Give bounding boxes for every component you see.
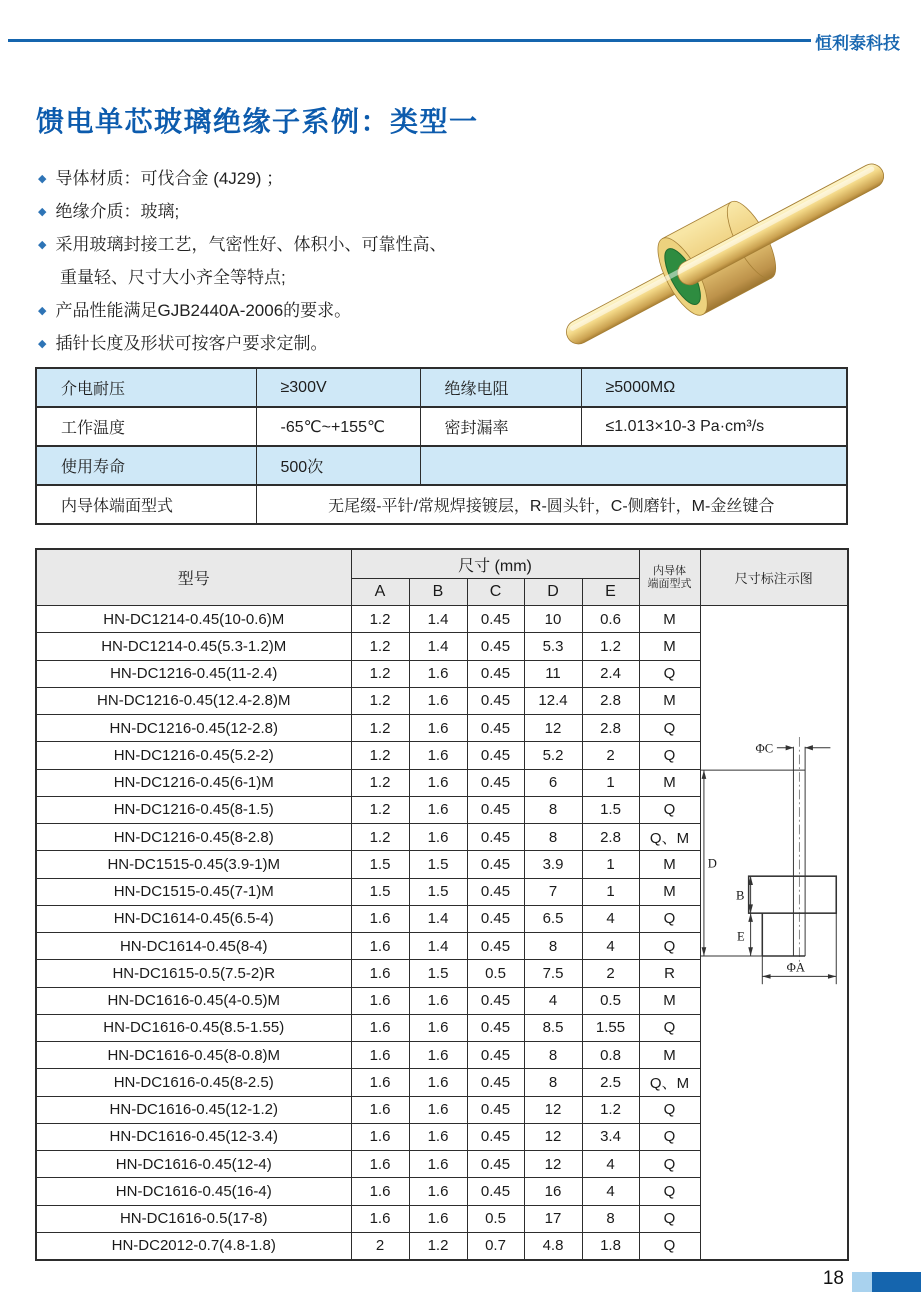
feature-text: 导体材质：可伐合金 (4J29) ； [55, 169, 284, 188]
face-type-cell: M [639, 1042, 700, 1069]
spec-row [36, 368, 847, 407]
dim-value-cell: 1.6 [351, 1178, 409, 1205]
dim-value-cell: 8 [524, 1042, 582, 1069]
face-type-cell: M [639, 878, 700, 905]
dim-value-cell: 0.45 [467, 1014, 524, 1041]
col-header-b: B [409, 579, 467, 606]
spec-value: 500次 [256, 446, 420, 485]
col-header-a: A [351, 579, 409, 606]
dim-value-cell: 17 [524, 1205, 582, 1232]
face-type-cell: Q [639, 905, 700, 932]
dim-value-cell: 1.4 [409, 933, 467, 960]
dim-value-cell: 0.45 [467, 933, 524, 960]
dim-value-cell: 5.2 [524, 742, 582, 769]
spec-table [35, 367, 848, 525]
dim-value-cell: 1.2 [582, 633, 639, 660]
model-name-cell: HN-DC1216-0.45(12.4-2.8)M [36, 687, 351, 714]
dim-value-cell: 2 [351, 1232, 409, 1260]
dim-value-cell: 0.45 [467, 987, 524, 1014]
dim-value-cell: 4 [582, 933, 639, 960]
dim-value-cell: 1.6 [409, 1014, 467, 1041]
dim-value-cell: 8.5 [524, 1014, 582, 1041]
dimension-diagram [701, 606, 845, 1232]
dim-value-cell: 1.6 [351, 1151, 409, 1178]
dim-value-cell: 7.5 [524, 960, 582, 987]
face-type-cell: M [639, 987, 700, 1014]
face-type-cell: R [639, 960, 700, 987]
model-name-cell: HN-DC1214-0.45(10-0.6)M [36, 606, 351, 633]
dim-value-cell: 3.9 [524, 851, 582, 878]
dim-value-cell: 2.8 [582, 687, 639, 714]
dim-value-cell: 1 [582, 878, 639, 905]
face-type-cell: M [639, 606, 700, 633]
dim-value-cell: 4 [582, 905, 639, 932]
model-name-cell: HN-DC1614-0.45(8-4) [36, 933, 351, 960]
dim-value-cell: 1.6 [351, 1014, 409, 1041]
spec-value: -65℃~+155℃ [256, 407, 420, 446]
dim-value-cell: 0.45 [467, 660, 524, 687]
diamond-bullet-icon: ◆ [38, 173, 47, 185]
dim-value-cell: 0.45 [467, 824, 524, 851]
models-header-row [36, 549, 848, 579]
dim-value-cell: 1.4 [409, 905, 467, 932]
dim-value-cell: 2 [582, 742, 639, 769]
dim-value-cell: 1.6 [351, 1096, 409, 1123]
model-name-cell: HN-DC1616-0.45(8.5-1.55) [36, 1014, 351, 1041]
spec-value: 无尾缀-平针/常规焊接镀层，R-圆头针，C-侧磨针，M-金丝键合 [256, 485, 847, 524]
dim-value-cell: 1.6 [409, 742, 467, 769]
model-name-cell: HN-DC1216-0.45(11-2.4) [36, 660, 351, 687]
footer-accent-dark-bar [872, 1272, 921, 1292]
dim-value-cell: 1.6 [409, 1042, 467, 1069]
face-type-cell: Q [639, 1096, 700, 1123]
face-type-cell: Q [639, 796, 700, 823]
model-name-cell: HN-DC1616-0.45(8-0.8)M [36, 1042, 351, 1069]
dim-value-cell: 0.45 [467, 851, 524, 878]
model-name-cell: HN-DC1616-0.45(12-4) [36, 1151, 351, 1178]
spec-empty-cell [420, 446, 847, 485]
dim-value-cell: 0.7 [467, 1232, 524, 1260]
dim-value-cell: 12 [524, 1096, 582, 1123]
dim-value-cell: 0.45 [467, 715, 524, 742]
dimension-diagram-cell [700, 606, 848, 1261]
feature-line [38, 195, 558, 228]
dim-value-cell: 1.6 [409, 660, 467, 687]
dim-value-cell: 0.45 [467, 742, 524, 769]
dim-value-cell: 6.5 [524, 905, 582, 932]
face-type-cell: Q [639, 742, 700, 769]
dim-value-cell: 1 [582, 769, 639, 796]
face-type-cell: Q [639, 1178, 700, 1205]
dim-value-cell: 7 [524, 878, 582, 905]
dim-value-cell: 1.55 [582, 1014, 639, 1041]
dim-value-cell: 1.6 [409, 1205, 467, 1232]
spec-label: 介电耐压 [36, 368, 256, 407]
dim-label-d: D [707, 856, 717, 871]
model-name-cell: HN-DC1515-0.45(7-1)M [36, 878, 351, 905]
spec-label: 绝缘电阻 [420, 368, 581, 407]
dim-value-cell: 1.6 [409, 824, 467, 851]
model-name-cell: HN-DC1216-0.45(8-2.8) [36, 824, 351, 851]
spec-label: 使用寿命 [36, 446, 256, 485]
dim-label-e: E [736, 929, 745, 944]
dim-value-cell: 8 [582, 1205, 639, 1232]
model-name-cell: HN-DC1216-0.45(5.2-2) [36, 742, 351, 769]
col-header-diagram: 尺寸标注示图 [700, 549, 848, 606]
model-name-cell: HN-DC1216-0.45(12-2.8) [36, 715, 351, 742]
page-number: 18 [822, 1268, 844, 1289]
dim-value-cell: 1.2 [351, 687, 409, 714]
dim-value-cell: 10 [524, 606, 582, 633]
dim-value-cell: 1.8 [582, 1232, 639, 1260]
product-photo [540, 146, 910, 361]
spec-value: ≥300V [256, 368, 420, 407]
models-table [35, 548, 849, 1261]
dim-value-cell: 1.6 [351, 1123, 409, 1150]
dim-value-cell: 11 [524, 660, 582, 687]
dim-value-cell: 0.45 [467, 606, 524, 633]
diamond-bullet-icon: ◆ [38, 206, 47, 218]
diamond-bullet-icon: ◆ [38, 305, 47, 317]
model-row [36, 606, 848, 633]
dim-value-cell: 2.5 [582, 1069, 639, 1096]
col-header-d: D [524, 579, 582, 606]
spec-value: ≥5000MΩ [581, 368, 847, 407]
spec-label: 密封漏率 [420, 407, 581, 446]
face-type-cell: M [639, 687, 700, 714]
col-header-face-line2: 端面型式 [647, 577, 692, 590]
spec-label: 工作温度 [36, 407, 256, 446]
face-type-cell: Q [639, 1151, 700, 1178]
dim-value-cell: 4 [524, 987, 582, 1014]
dim-value-cell: 1.2 [409, 1232, 467, 1260]
dim-value-cell: 0.5 [467, 960, 524, 987]
dim-value-cell: 12 [524, 1151, 582, 1178]
dim-value-cell: 8 [524, 1069, 582, 1096]
feature-text: 绝缘介质：玻璃; [55, 202, 180, 221]
dim-value-cell: 1.6 [409, 1069, 467, 1096]
dim-value-cell: 0.5 [582, 987, 639, 1014]
spec-row [36, 407, 847, 446]
dim-value-cell: 1.6 [409, 796, 467, 823]
dim-value-cell: 1.2 [582, 1096, 639, 1123]
feature-line [38, 261, 558, 294]
dim-value-cell: 0.45 [467, 1151, 524, 1178]
dim-value-cell: 2.8 [582, 824, 639, 851]
feature-list [38, 162, 558, 360]
col-header-c: C [467, 579, 524, 606]
dim-value-cell: 0.45 [467, 905, 524, 932]
spec-row [36, 446, 847, 485]
dim-value-cell: 12.4 [524, 687, 582, 714]
dim-value-cell: 0.6 [582, 606, 639, 633]
face-type-cell: Q [639, 1205, 700, 1232]
dim-value-cell: 0.45 [467, 633, 524, 660]
dim-value-cell: 1.2 [351, 796, 409, 823]
dim-value-cell: 1.6 [351, 960, 409, 987]
model-name-cell: HN-DC1214-0.45(5.3-1.2)M [36, 633, 351, 660]
feature-text: 插针长度及形状可按客户要求定制。 [55, 334, 328, 353]
model-name-cell: HN-DC1616-0.45(4-0.5)M [36, 987, 351, 1014]
face-type-cell: Q [639, 660, 700, 687]
model-name-cell: HN-DC1616-0.45(8-2.5) [36, 1069, 351, 1096]
dim-value-cell: 6 [524, 769, 582, 796]
model-name-cell: HN-DC1614-0.45(6.5-4) [36, 905, 351, 932]
footer-accent-light-square [852, 1272, 872, 1292]
dim-value-cell: 1.6 [351, 1042, 409, 1069]
dim-value-cell: 1.2 [351, 633, 409, 660]
spec-value: ≤1.013×10-3 Pa·cm³/s [581, 407, 847, 446]
dim-value-cell: 0.45 [467, 687, 524, 714]
face-type-cell: Q [639, 1232, 700, 1260]
dim-value-cell: 1.6 [409, 1123, 467, 1150]
dim-value-cell: 1.5 [351, 878, 409, 905]
dim-value-cell: 1.2 [351, 742, 409, 769]
model-name-cell: HN-DC1616-0.45(16-4) [36, 1178, 351, 1205]
col-header-face-line1: 内导体 [653, 564, 686, 577]
model-name-cell: HN-DC1616-0.45(12-1.2) [36, 1096, 351, 1123]
dim-value-cell: 1.6 [409, 987, 467, 1014]
dim-value-cell: 16 [524, 1178, 582, 1205]
feature-text: 重量轻、尺寸大小齐全等特点; [60, 268, 286, 287]
dim-value-cell: 1.6 [351, 905, 409, 932]
dim-value-cell: 8 [524, 933, 582, 960]
dim-label-b: B [735, 888, 744, 903]
dim-value-cell: 1.6 [351, 1205, 409, 1232]
header-rule [8, 39, 811, 42]
dim-label-phi-a: ΦA [786, 960, 805, 975]
dim-value-cell: 3.4 [582, 1123, 639, 1150]
spec-label: 内导体端面型式 [36, 485, 256, 524]
dim-value-cell: 1.2 [351, 715, 409, 742]
feature-text: 产品性能满足GJB2440A-2006的要求。 [55, 301, 352, 320]
dim-value-cell: 1.4 [409, 633, 467, 660]
dim-value-cell: 1.2 [351, 769, 409, 796]
dim-label-phi-c: ΦC [754, 741, 773, 756]
face-type-cell: Q、M [639, 824, 700, 851]
dim-value-cell: 1.2 [351, 606, 409, 633]
dim-value-cell: 1.5 [409, 878, 467, 905]
dim-value-cell: 0.45 [467, 878, 524, 905]
dim-value-cell: 4 [582, 1151, 639, 1178]
dim-value-cell: 8 [524, 824, 582, 851]
dim-value-cell: 1.2 [351, 660, 409, 687]
dim-value-cell: 2.4 [582, 660, 639, 687]
col-header-face-type [639, 549, 700, 606]
face-type-cell: Q、M [639, 1069, 700, 1096]
dim-value-cell: 0.8 [582, 1042, 639, 1069]
dim-value-cell: 5.3 [524, 633, 582, 660]
dim-value-cell: 8 [524, 796, 582, 823]
dim-value-cell: 1.5 [409, 851, 467, 878]
page-title: 馈电单芯玻璃绝缘子系例：类型一 [36, 106, 479, 137]
feature-line [38, 294, 558, 327]
face-type-cell: Q [639, 1123, 700, 1150]
model-name-cell: HN-DC1515-0.45(3.9-1)M [36, 851, 351, 878]
dim-value-cell: 1 [582, 851, 639, 878]
model-name-cell: HN-DC1616-0.5(17-8) [36, 1205, 351, 1232]
dim-value-cell: 1.5 [409, 960, 467, 987]
feature-text: 采用玻璃封接工艺，气密性好、体积小、可靠性高、 [55, 235, 447, 254]
model-name-cell: HN-DC2012-0.7(4.8-1.8) [36, 1232, 351, 1260]
face-type-cell: Q [639, 933, 700, 960]
dim-value-cell: 1.4 [409, 606, 467, 633]
spec-row [36, 485, 847, 524]
dim-value-cell: 1.6 [409, 715, 467, 742]
face-type-cell: M [639, 769, 700, 796]
dim-value-cell: 12 [524, 715, 582, 742]
model-name-cell: HN-DC1616-0.45(12-3.4) [36, 1123, 351, 1150]
face-type-cell: Q [639, 715, 700, 742]
dim-value-cell: 2.8 [582, 715, 639, 742]
dim-value-cell: 1.5 [582, 796, 639, 823]
face-type-cell: M [639, 851, 700, 878]
diamond-bullet-icon: ◆ [38, 338, 47, 350]
diamond-bullet-icon: ◆ [38, 239, 47, 251]
dim-value-cell: 0.45 [467, 1178, 524, 1205]
dim-value-cell: 1.6 [409, 1178, 467, 1205]
model-name-cell: HN-DC1615-0.5(7.5-2)R [36, 960, 351, 987]
dim-value-cell: 0.45 [467, 769, 524, 796]
dim-value-cell: 1.5 [351, 851, 409, 878]
dim-value-cell: 4 [582, 1178, 639, 1205]
col-header-model: 型号 [36, 549, 351, 606]
feature-line [38, 228, 558, 261]
dim-value-cell: 2 [582, 960, 639, 987]
dim-value-cell: 1.6 [351, 987, 409, 1014]
model-name-cell: HN-DC1216-0.45(8-1.5) [36, 796, 351, 823]
model-name-cell: HN-DC1216-0.45(6-1)M [36, 769, 351, 796]
col-header-e: E [582, 579, 639, 606]
dim-value-cell: 1.6 [409, 1096, 467, 1123]
dim-value-cell: 1.6 [351, 1069, 409, 1096]
dim-value-cell: 0.45 [467, 1069, 524, 1096]
dim-value-cell: 1.2 [351, 824, 409, 851]
feature-line [38, 327, 558, 360]
dim-value-cell: 1.6 [409, 769, 467, 796]
dim-value-cell: 4.8 [524, 1232, 582, 1260]
dim-value-cell: 1.6 [409, 687, 467, 714]
dim-value-cell: 0.45 [467, 1042, 524, 1069]
dim-value-cell: 0.45 [467, 1096, 524, 1123]
brand-text: 恒利泰科技 [815, 34, 900, 53]
face-type-cell: Q [639, 1014, 700, 1041]
col-header-size-group: 尺寸 (mm) [351, 549, 639, 579]
dim-value-cell: 1.6 [409, 1151, 467, 1178]
dim-value-cell: 12 [524, 1123, 582, 1150]
dim-value-cell: 0.5 [467, 1205, 524, 1232]
face-type-cell: M [639, 633, 700, 660]
dim-value-cell: 1.6 [351, 933, 409, 960]
dim-value-cell: 0.45 [467, 796, 524, 823]
feature-line [38, 162, 558, 195]
dim-value-cell: 0.45 [467, 1123, 524, 1150]
